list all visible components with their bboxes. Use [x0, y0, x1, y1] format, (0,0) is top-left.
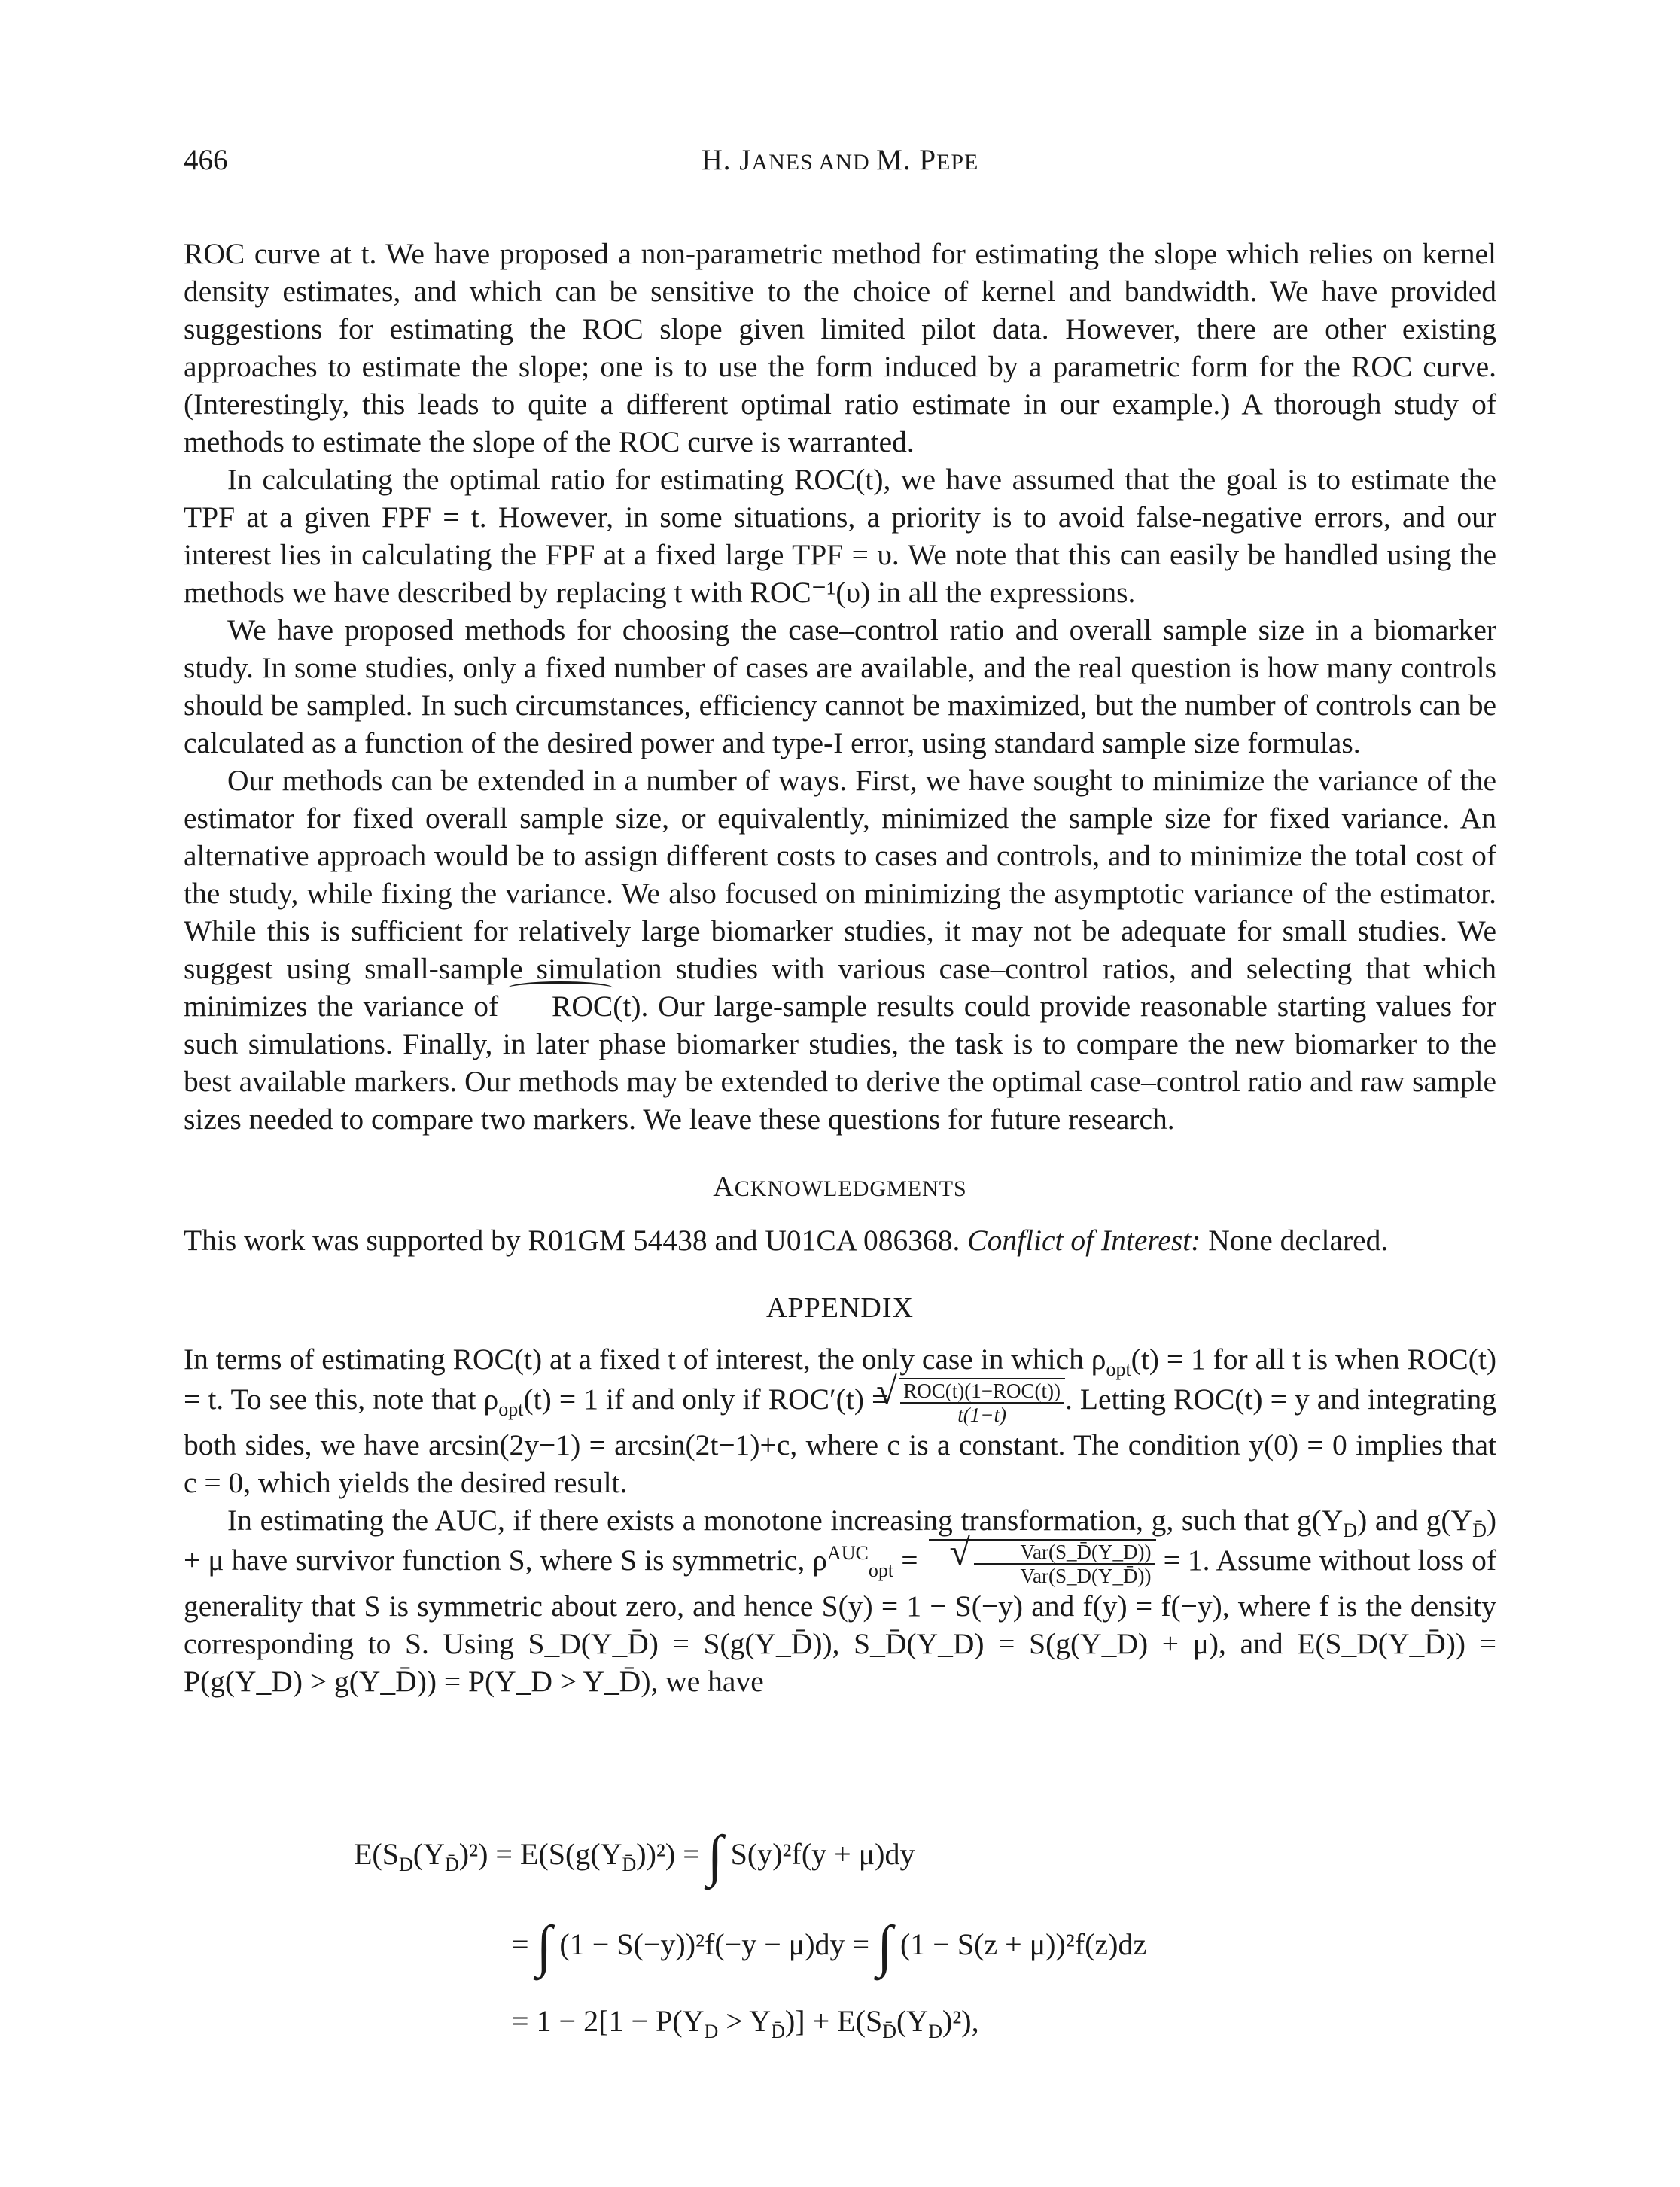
- integral-sign: ∫: [707, 1824, 723, 1887]
- page-number: 466: [184, 144, 228, 176]
- equation-line-3: = $1 - 2[1 - P(Y_D > Y_{D̄})] + E(S_{D̄}(Y_D)^2)$,: [512, 2004, 979, 2043]
- integral-sign: ∫: [877, 1915, 893, 1978]
- appendix-paragraph-1: In terms of estimating ROC(t) at a fixed t of interest, the only case in which $\rho_{opt}(t) = 1$ for all t is when ROC(t) = t. To see this, note that $\rho_{opt}(t) = 1$ if and only if ROC′(t) = √ $\frac{\text{ROC(t)(1−ROC(t))}}{t(1-t)}$ . Letting ROC(t) = y and integrating both sides, we have arcsin(2y−1) = arcsin(2t−1)+c, where c is a constant. The condition y(0) = 0 implies that c = 0, which yields the desired result.: [184, 1340, 1496, 1501]
- equation-line-2: = ∫ (1 − S(−y))²f(−y − μ)dy = ∫ (1 − S(z + μ))²f(z)dz: [512, 1915, 1147, 1978]
- sqrt-expression: √ $\frac{\text{ROC(t)(1−ROC(t))}}{t(1-t)}$: [899, 1378, 1065, 1426]
- acknowledgments-heading: ACKNOWLEDGMENTS: [713, 1171, 967, 1203]
- paragraph-2: In calculating the optimal ratio for estimating ROC(t), we have assumed that the goal is to estimate the TPF at a given FPF = t. However, in some situations, a priority is to avoid false-negative errors, and our interest lies in calculating the FPF at a fixed large TPF = υ. We note that this can easily be handled using the methods we have described by replacing t with ROC⁻¹(υ) in all the expressions.: [184, 463, 1496, 609]
- roc-hat: ROC: [508, 987, 613, 1025]
- equation-line-1: $E(S_D(Y_{D̄})^2) = E(S(g(Y_{D̄}))^2)$ = ∫ S(y)²f(y + μ)dy: [354, 1824, 915, 1887]
- appendix-heading: APPENDIX: [766, 1292, 914, 1324]
- sqrt-variance-ratio: √ $\frac{\text{Var(S\_D̄(Y\_D))}}{\text{Var(S\_D(Y\_D̄))}}$: [929, 1539, 1156, 1587]
- paragraph-4: Our methods can be extended in a number of ways. First, we have sought to minimize the variance of the estimator for fixed overall sample size, or equivalently, minimized the sample size for fixed variance. An alternative approach would be to assign different costs to cases and controls, and to minimize the total cost of the study, while fixing the variance. We also focused on minimizing the asymptotic variance of the estimator. While this is sufficient for relatively large biomarker studies, it may not be adequate for small studies. We suggest using small-sample simulation studies with various case–control ratios, and selecting that which minimizes the variance of ROC(t). Our large-sample results could provide reasonable starting values for such simulations. Finally, in later phase biomarker studies, the task is to compare the new biomarker to the best available markers. Our methods may be extended to derive the optimal case–control ratio and raw sample sizes needed to compare two markers. We leave these questions for future research.: [184, 764, 1496, 1136]
- acknowledgments-text: This work was supported by R01GM 54438 and U01CA 086368. Conflict of Interest: None declared.: [184, 1224, 1389, 1257]
- running-header: [184, 143, 1496, 188]
- appendix-paragraph-2: In estimating the AUC, if there exists a monotone increasing transformation, g, such that $g(Y_D)$ and $g(Y_{D̄}) + \mu$ have survivor function S, where S is symmetric, $\rho^{AUC}_{opt}$ = √ $\frac{\text{Var(S\_D̄(Y\_D))}}{\text{Var(S\_D(Y\_D̄))}}$ = 1. Assume without loss of generality that S is symmetric about zero, and hence S(y) = 1 − S(−y) and f(y) = f(−y), where f is the density corresponding to S. Using S_D(Y_D̄) = S(g(Y_D̄)), S_D̄(Y_D) = S(g(Y_D) + μ), and E(S_D(Y_D̄)) = P(g(Y_D) > g(Y_D̄)) = P(Y_D > Y_D̄), we have: [184, 1501, 1496, 1700]
- paragraph-1: ROC curve at t. We have proposed a non-parametric method for estimating the slope which relies on kernel density estimates, and which can be sensitive to the choice of kernel and bandwidth. We have provided suggestions for estimating the ROC slope given limited pilot data. However, there are other existing approaches to estimate the slope; one is to use the form induced by a parametric form for the ROC curve. (Interestingly, this leads to quite a different optimal ratio estimate in our example.) A thorough study of methods to estimate the slope of the ROC curve is warranted.: [184, 237, 1496, 458]
- running-authors: H. JANES AND M. PEPE: [701, 144, 979, 176]
- integral-sign: ∫: [536, 1915, 552, 1978]
- body-text: [184, 235, 1496, 1700]
- paragraph-3: We have proposed methods for choosing the case–control ratio and overall sample size in a biomarker study. In some studies, only a fixed number of cases are available, and the real question is how many controls should be sampled. In such circumstances, efficiency cannot be maximized, but the number of controls can be calculated as a function of the desired power and type-I error, using standard sample size formulas.: [184, 613, 1496, 759]
